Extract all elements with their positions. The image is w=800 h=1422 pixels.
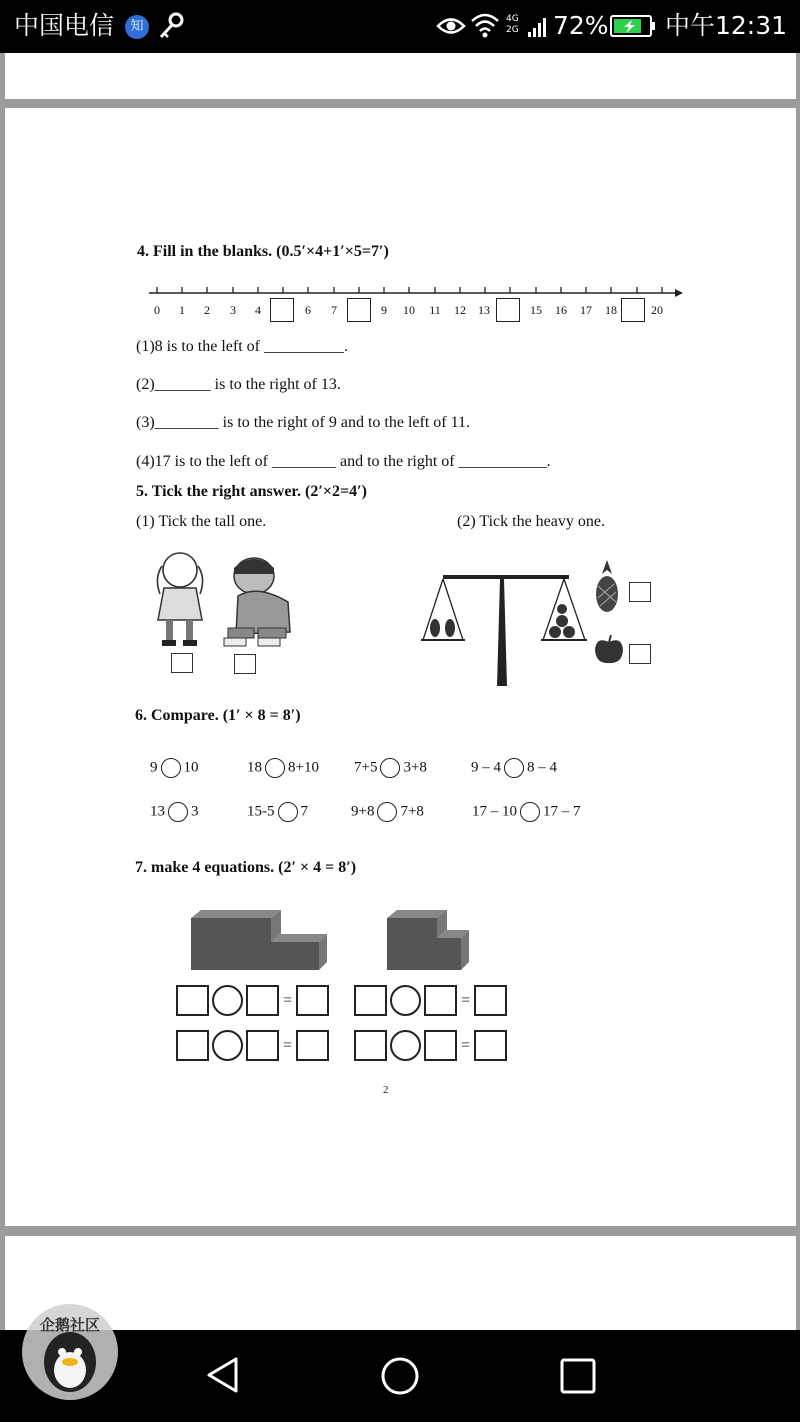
- equation-box[interactable]: [354, 985, 387, 1016]
- number-label: 6: [305, 303, 311, 317]
- compare-right: 3: [191, 803, 199, 820]
- compare-right: 3+8: [403, 759, 427, 776]
- previous-page: [5, 53, 796, 99]
- compare-left: 9: [150, 759, 158, 776]
- equals-sign: =: [461, 1036, 471, 1054]
- q5-part-2: (2) Tick the heavy one.: [457, 513, 605, 530]
- equation-box[interactable]: [296, 985, 329, 1016]
- equation-box[interactable]: [296, 1030, 329, 1061]
- compare-item: [247, 758, 319, 778]
- status-bar: [0, 0, 800, 53]
- equation-operator-circle[interactable]: [212, 985, 243, 1016]
- block-group-left: [191, 908, 331, 972]
- compare-left: 13: [150, 803, 165, 820]
- compare-left: 18: [247, 759, 262, 776]
- equation-box[interactable]: [474, 985, 507, 1016]
- number-label: 12: [454, 303, 466, 317]
- equation-operator-circle[interactable]: [212, 1030, 243, 1061]
- apple-icon: [592, 634, 626, 666]
- number-blank-box[interactable]: [496, 298, 520, 322]
- equation-row: [354, 1030, 507, 1061]
- equation-box[interactable]: [246, 1030, 279, 1061]
- q4-line-2: (2)_______ is to the right of 13.: [136, 376, 341, 393]
- equals-sign: =: [283, 991, 293, 1009]
- equation-operator-circle[interactable]: [390, 985, 421, 1016]
- number-label: 1: [179, 303, 185, 317]
- number-line: [145, 282, 685, 302]
- number-label: 16: [555, 303, 567, 317]
- compare-item: [247, 802, 308, 822]
- number-label: 17: [580, 303, 592, 317]
- compare-item: [150, 758, 199, 778]
- number-label: 13: [478, 303, 490, 317]
- network-type: 4G 2G: [506, 14, 519, 35]
- boy-illustration: [218, 554, 296, 650]
- number-label: 20: [651, 303, 663, 317]
- q5-part-1: (1) Tick the tall one.: [136, 513, 267, 530]
- number-label: 9: [381, 303, 387, 317]
- equation-row: [176, 985, 329, 1016]
- compare-left: 9+8: [351, 803, 375, 820]
- compare-item: [150, 802, 199, 822]
- number-label: 15: [530, 303, 542, 317]
- pineapple-icon: [592, 558, 622, 614]
- equation-box[interactable]: [474, 1030, 507, 1061]
- battery-icon: [610, 14, 656, 38]
- equals-sign: =: [283, 1036, 293, 1054]
- zhihu-badge-label: 知: [130, 19, 144, 34]
- logo-text: 企鹅社区: [39, 1316, 100, 1334]
- number-label: 2: [204, 303, 210, 317]
- compare-left: 17 – 10: [472, 803, 517, 820]
- tick-box-girl[interactable]: [171, 653, 193, 673]
- number-blank-box[interactable]: [347, 298, 371, 322]
- compare-item: [354, 758, 427, 778]
- equation-box[interactable]: [176, 985, 209, 1016]
- equation-operator-circle[interactable]: [390, 1030, 421, 1061]
- compare-right: 10: [183, 759, 199, 776]
- compare-item: [472, 802, 581, 822]
- block-group-right: [387, 908, 471, 972]
- compare-circle-blank[interactable]: [504, 758, 524, 778]
- equation-row: [176, 1030, 329, 1061]
- compare-left: 15-5: [247, 803, 275, 820]
- q4-line-1: (1)8 is to the left of __________.: [136, 338, 348, 355]
- tick-box-pineapple[interactable]: [629, 582, 651, 602]
- signal-icon: [527, 16, 549, 38]
- compare-right: 17 – 7: [543, 803, 581, 820]
- q4-line-4: (4)17 is to the left of ________ and to the right of ___________.: [136, 453, 551, 470]
- question-4-title: 4. Fill in the blanks. (0.5′×4+1′×5=7′): [137, 243, 389, 260]
- girl-illustration: [150, 548, 212, 650]
- number-blank-box[interactable]: [621, 298, 645, 322]
- equals-sign: =: [461, 991, 471, 1009]
- compare-circle-blank[interactable]: [377, 802, 397, 822]
- zhihu-badge-icon: [125, 15, 149, 39]
- number-label: 18: [605, 303, 617, 317]
- penguin-community-logo: [20, 1302, 120, 1402]
- q4-line-3: (3)________ is to the right of 9 and to the left of 11.: [136, 414, 471, 431]
- compare-right: 8 – 4: [527, 759, 557, 776]
- balance-scale-illustration: [417, 566, 587, 688]
- page-number: 2: [383, 1084, 389, 1096]
- battery-percent: 72%: [553, 11, 609, 40]
- compare-circle-blank[interactable]: [168, 802, 188, 822]
- navigation-bar: [0, 1330, 800, 1422]
- compare-left: 9 – 4: [471, 759, 501, 776]
- equation-box[interactable]: [424, 985, 457, 1016]
- equation-box[interactable]: [176, 1030, 209, 1061]
- compare-circle-blank[interactable]: [380, 758, 400, 778]
- question-6-title: 6. Compare. (1′ × 8 = 8′): [135, 707, 301, 724]
- question-5-title: 5. Tick the right answer. (2′×2=4′): [136, 483, 367, 500]
- number-label: 3: [230, 303, 236, 317]
- compare-circle-blank[interactable]: [520, 802, 540, 822]
- home-button[interactable]: [380, 1356, 420, 1396]
- number-label: 10: [403, 303, 415, 317]
- compare-circle-blank[interactable]: [161, 758, 181, 778]
- compare-right: 8+10: [288, 759, 319, 776]
- eye-icon: [436, 15, 466, 37]
- compare-circle-blank[interactable]: [278, 802, 298, 822]
- equation-box[interactable]: [424, 1030, 457, 1061]
- carrier-name: 中国电信: [14, 11, 115, 40]
- number-label: 11: [429, 303, 441, 317]
- worksheet-page[interactable]: [5, 108, 796, 1226]
- back-button[interactable]: [204, 1356, 242, 1394]
- number-label: 0: [154, 303, 160, 317]
- compare-item: [471, 758, 557, 778]
- next-page: [5, 1236, 796, 1330]
- equation-box[interactable]: [246, 985, 279, 1016]
- compare-circle-blank[interactable]: [265, 758, 285, 778]
- tick-box-boy[interactable]: [234, 654, 256, 674]
- key-icon: [158, 12, 184, 40]
- compare-right: 7+8: [400, 803, 424, 820]
- compare-left: 7+5: [354, 759, 378, 776]
- equation-box[interactable]: [354, 1030, 387, 1061]
- wifi-icon: [470, 12, 500, 38]
- clock: 中午12:31: [665, 11, 788, 40]
- compare-right: 7: [300, 803, 308, 820]
- number-label: 7: [331, 303, 337, 317]
- question-7-title: 7. make 4 equations. (2′ × 4 = 8′): [135, 859, 357, 876]
- compare-item: [351, 802, 424, 822]
- number-label: 4: [255, 303, 261, 317]
- number-blank-box[interactable]: [270, 298, 294, 322]
- recent-apps-button[interactable]: [560, 1358, 596, 1394]
- equation-row: [354, 985, 507, 1016]
- tick-box-apple[interactable]: [629, 644, 651, 664]
